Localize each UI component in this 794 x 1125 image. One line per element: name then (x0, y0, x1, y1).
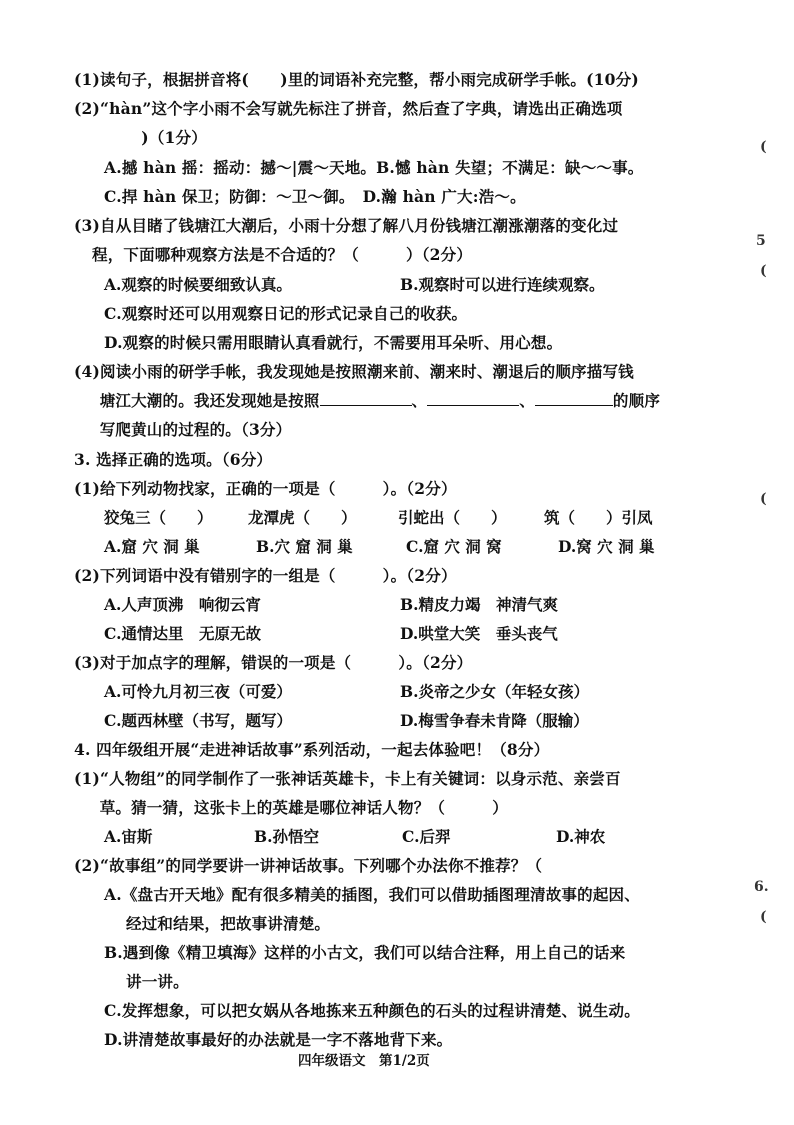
section4-title: 4. 四年级组开展“走进神话故事”系列活动，一起去体验吧！（8分） (74, 740, 550, 759)
q3-option-b: B.观察时可以进行连续观察。 (400, 275, 605, 294)
s4-q1-line2: 草。猜一猜，这张卡上的英雄是哪位神话人物？（ ） (84, 798, 508, 817)
s3-q1: (1)给下列动物找家，正确的一项是（ ）。（2分） (74, 479, 457, 498)
animal-home-2: 龙潭虎（ ） (248, 508, 357, 527)
s4-q2-option-b1: B.遇到像《精卫填海》这样的小古文，我们可以结合注释，用上自己的话来 (104, 943, 626, 962)
edge-mark-1: ( (760, 139, 767, 155)
s4-q1-option-b: B.孙悟空 (254, 827, 319, 846)
q4-question-line1: (4)阅读小雨的研学手帐，我发现她是按照潮来前、潮来时、潮退后的顺序描写钱 (74, 362, 634, 381)
s4-q1-option-c: C.后羿 (402, 827, 451, 846)
s3-q1-option-b: B.穴 窟 洞 巢 (256, 537, 353, 556)
edge-mark-2: 5 (756, 233, 766, 249)
page-footer: 四年级语文 第1/2页 (298, 1053, 430, 1069)
s3-q2-option-a: A.人声顶沸 响彻云宵 (104, 595, 261, 614)
s3-q3-option-c: C.题西林壁（书写，题写） (104, 711, 292, 730)
q4-line2-prefix: 塘江大潮的。我还发现她是按照 (84, 391, 320, 410)
s4-q1-option-d: D.神农 (556, 827, 606, 846)
section3-title: 3. 选择正确的选项。（6分） (74, 450, 273, 469)
s4-q1-option-a: A.宙斯 (104, 827, 153, 846)
s4-q2-option-a2: 经过和结果，把故事讲清楚。 (126, 914, 331, 933)
q2-question-line1: (2)“hàn”这个字小雨不会写就先标注了拼音，然后查了字典，请选出正确选项 (74, 99, 623, 118)
s3-q1-option-d: D.窝 穴 洞 巢 (558, 537, 655, 556)
q2-option-a: A.撼 hàn 摇：摇动：撼～|震～天地。B.憾 hàn 失望；不满足：缺～～事。 (104, 158, 644, 177)
q3-question-line1: (3)自从目睹了钱塘江大潮后，小雨十分想了解八月份钱塘江潮涨潮落的变化过 (74, 216, 619, 235)
s3-q3-option-a: A.可怜九月初三夜（可爱） (104, 682, 292, 701)
animal-home-3: 引蛇出（ ） (398, 508, 507, 527)
answer-blank-2[interactable] (427, 393, 519, 406)
s3-q1-option-a: A.窟 穴 洞 巢 (104, 537, 200, 556)
s3-q1-option-c: C.窟 穴 洞 窝 (406, 537, 502, 556)
q4-sep-2: 、 (519, 391, 535, 410)
q2-option-c: C.捍 hàn 保卫；防御：～卫～御。 D.瀚 hàn 广大:浩～。 (104, 187, 526, 206)
q4-question-line2 (84, 393, 660, 409)
q4-suffix: 的顺序 (612, 391, 661, 410)
s3-q2: (2)下列词语中没有错别字的一组是（ ）。（2分） (74, 566, 457, 585)
s3-q2-option-d: D.哄堂大笑 垂头丧气 (400, 624, 558, 643)
s4-q2-option-a1: A.《盘古开天地》配有很多精美的插图，我们可以借助插图理清故事的起因、 (104, 885, 640, 904)
q3-option-d: D.观察的时候只需用眼睛认真看就行，不需要用耳朵听、用心想。 (104, 333, 563, 352)
s3-q3: (3)对于加点字的理解，错误的一项是（ ）。（2分） (74, 653, 473, 672)
q2-question-line2: )（1分） (120, 128, 207, 147)
q1-question: (1)读句子，根据拼音将( )里的词语补充完整，帮小雨完成研学手帐。(10分) (74, 70, 639, 89)
s4-q2-option-c: C.发挥想象，可以把女娲从各地拣来五种颜色的石头的过程讲清楚、说生动。 (104, 1001, 640, 1020)
q3-question-line2: 程，下面哪种观察方法是不合适的？（ ）（2分） (92, 245, 473, 264)
q3-option-c: C.观察时还可以用观察日记的形式记录自己的收获。 (104, 304, 468, 323)
edge-mark-6: ( (760, 909, 767, 925)
answer-blank-1[interactable] (320, 393, 412, 406)
s3-q3-option-d: D.梅雪争春未肯降（服输） (400, 711, 589, 730)
s4-q2: (2)“故事组”的同学要讲一讲神话故事。下列哪个办法你不推荐？（ (74, 856, 543, 875)
edge-mark-3: ( (760, 263, 767, 279)
edge-mark-4: ( (760, 491, 767, 507)
answer-blank-3[interactable] (535, 393, 613, 406)
s4-q1-line1: (1)“人物组”的同学制作了一张神话英雄卡，卡上有关键词：以身示范、亲尝百 (74, 769, 621, 788)
s3-q2-option-c: C.通情达里 无原无故 (104, 624, 261, 643)
s3-q3-option-b: B.炎帝之少女（年轻女孩） (400, 682, 589, 701)
edge-mark-5: 6. (754, 879, 769, 895)
s3-q2-option-b: B.精皮力竭 神清气爽 (400, 595, 558, 614)
s4-q2-option-d: D.讲清楚故事最好的办法就是一字不落地背下来。 (104, 1030, 453, 1049)
q4-question-line3: 写爬黄山的过程的。（3分） (84, 420, 292, 439)
animal-home-4: 筑（ ）引凤 (544, 508, 653, 527)
s4-q2-option-b2: 讲一讲。 (126, 972, 189, 991)
q4-sep-1: 、 (411, 391, 428, 410)
animal-home-1: 狡兔三（ ） (104, 508, 213, 527)
q3-option-a: A.观察的时候要细致认真。 (104, 275, 292, 294)
